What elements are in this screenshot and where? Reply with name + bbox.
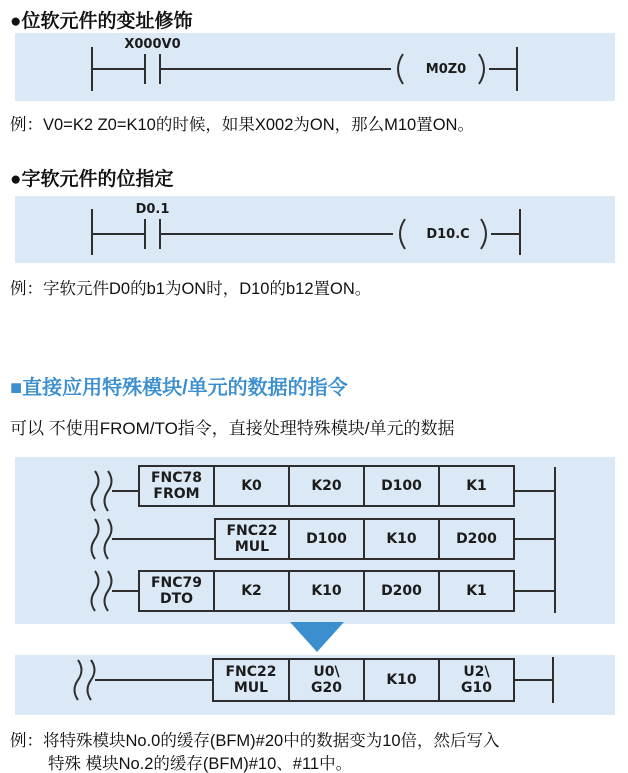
instruction-mnemonic: FNC78 — [150, 470, 203, 486]
down-arrow-icon — [290, 622, 344, 652]
instruction-cell — [216, 520, 288, 558]
line-break-squiggle-icon — [92, 519, 99, 559]
section2-heading: ●字软元件的位指定 — [10, 169, 174, 190]
instruction-mnemonic: FNC79 — [150, 575, 203, 591]
line-break-squiggle-icon — [75, 660, 82, 700]
instruction-block-mul — [214, 518, 515, 560]
instruction-block-mul-direct — [212, 658, 515, 702]
line-break-squiggle-icon — [105, 471, 112, 511]
ladder-svg-2 — [15, 196, 615, 263]
operand-cell: K0 — [213, 467, 288, 505]
operand-cell: K10 — [363, 520, 438, 558]
instruction-mnemonic: FNC22 — [226, 523, 278, 539]
operand-cell: K20 — [288, 467, 363, 505]
line-break-squiggle-icon — [105, 571, 112, 611]
section3-intro: 可以 不使用FROM/TO指令，直接处理特殊模块/单元的数据 — [10, 419, 455, 438]
operand-cell: K1 — [438, 467, 513, 505]
instruction-mnemonic: FROM — [153, 486, 200, 502]
line-break-squiggle-icon — [105, 519, 112, 559]
instruction-mnemonic: DTO — [159, 591, 194, 607]
operand-cell: K10 — [363, 660, 438, 700]
operand-cell: D100 — [363, 467, 438, 505]
operand-cell: K2 — [213, 572, 288, 610]
operand-cell: U0\ G20 — [288, 660, 363, 700]
section1-heading: ●位软元件的变址修饰 — [10, 11, 193, 32]
instruction-block-dto — [138, 570, 515, 612]
ladder-diagram-bit-designation — [15, 196, 615, 263]
line-break-squiggle-icon — [92, 571, 99, 611]
instruction-mnemonic: FNC22 — [225, 664, 277, 680]
example-text-2: 例：字软元件D0的b1为ON时，D10的b12置ON。 — [10, 280, 372, 298]
section3-heading: ■直接应用特殊模块/单元的数据的指令 — [10, 377, 348, 399]
ladder-diagram-result — [15, 655, 615, 715]
operand-cell: U2\ G10 — [438, 660, 513, 700]
operand-cell: D100 — [288, 520, 363, 558]
example-text-3-line1: 例：将特殊模块No.0的缓存(BFM)#20中的数据变为10倍，然后写入 — [10, 732, 500, 750]
ladder-diagram-from-to — [15, 457, 615, 624]
instruction-cell — [140, 467, 213, 505]
ladder-diagram-index-modifier — [15, 33, 615, 101]
operand-cell: K10 — [288, 572, 363, 610]
operand-cell: D200 — [438, 520, 513, 558]
instruction-mnemonic: MUL — [233, 680, 269, 696]
example-text-3-line2: 特殊 模块No.2的缓存(BFM)#10、#11中。 — [48, 755, 353, 773]
instruction-block-from — [138, 465, 515, 507]
contact-label: X000V0 — [124, 37, 181, 52]
instruction-mnemonic: MUL — [234, 539, 270, 555]
example-text-1: 例：V0=K2 Z0=K10的时候，如果X002为ON，那么M10置ON。 — [10, 116, 474, 134]
ladder-svg-1 — [15, 33, 615, 101]
line-break-squiggle-icon — [88, 660, 95, 700]
instruction-cell — [140, 572, 213, 610]
operand-cell: D200 — [363, 572, 438, 610]
instruction-cell — [214, 660, 288, 700]
operand-cell: K1 — [438, 572, 513, 610]
coil-label: D10.C — [426, 227, 470, 242]
coil-label: M0Z0 — [425, 62, 467, 77]
line-break-squiggle-icon — [92, 471, 99, 511]
contact-label: D0.1 — [135, 202, 170, 217]
